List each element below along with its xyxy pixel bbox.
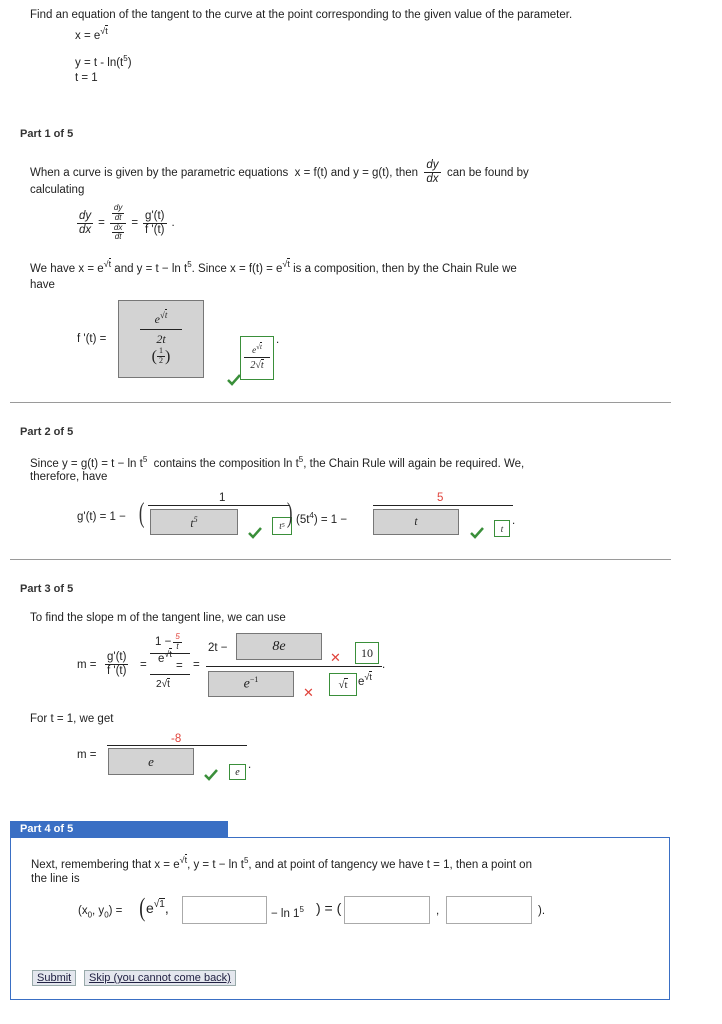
checkmark-icon <box>470 527 484 539</box>
part4-title: Part 4 of 5 <box>20 823 74 835</box>
part3-for-t: For t = 1, we get <box>30 713 114 725</box>
m-label: m = <box>77 659 97 671</box>
part3-entered-e: e <box>108 748 194 775</box>
submit-button[interactable]: Submit <box>32 970 76 986</box>
gprime-label: g'(t) = 1 − <box>77 511 126 523</box>
checkmark-icon <box>227 374 241 386</box>
part3-correct-10: 10 <box>355 642 379 664</box>
part3-top: 1 − $\frac{5}{t}$ <box>155 632 180 651</box>
part2-intro: Since $y = g(t) = t - \ln t^5$ contains the composition $\ln t^5$, the Chain Rule will again be required. We, <box>30 455 525 470</box>
part2-correct-t: t <box>494 520 510 537</box>
g-over-f: $\frac{g'(t)}{f '(t)}$ <box>107 651 127 677</box>
part2-title: Part 2 of 5 <box>20 426 74 438</box>
divider <box>10 402 671 403</box>
fprime-label: f '(t) = <box>77 333 107 345</box>
part3-mid: $e^{√t}$ <box>158 649 172 665</box>
part3-title: Part 3 of 5 <box>20 583 74 595</box>
incorrect-x-icon: ✕ <box>330 650 341 665</box>
part3-den: 2√t <box>156 679 170 690</box>
part3-2t-minus: 2t − <box>208 642 228 654</box>
part2-chain-term: $(5t^4) = 1$ − <box>296 511 348 526</box>
m2-label: m = <box>77 749 97 761</box>
minus-ln: − $\ln 1^5$ <box>271 905 304 920</box>
x0-input[interactable] <box>344 896 430 924</box>
part1-have-2: have <box>30 279 55 291</box>
part2-correct-t5: t 5 <box>272 517 292 535</box>
part3-correct-e: $e^{√t}$ <box>358 672 372 688</box>
equation-x: $x = e^{√t}$ <box>75 26 108 42</box>
part2-intro-2: therefore, have <box>30 471 108 483</box>
fprime-correct-answer: $e^{√t}$ 2√t <box>240 336 274 380</box>
part3-entered-e-inv: $e^{-1}$ <box>208 671 294 697</box>
part4-intro: Next, remembering that $x = e^{√t}$, $y = t - \ln t^5$, and at point of tangency we have t = 1, then a point on <box>31 854 532 871</box>
part1-title: Part 1 of 5 <box>20 128 74 140</box>
point-label: ($x_0$, $y_0$) = <box>78 905 123 920</box>
part3-intro: To find the slope m of the tangent line, we can use <box>30 612 286 624</box>
equation-t: t = 1 <box>75 72 98 84</box>
part2-numerator-1: 1 <box>219 492 226 504</box>
part3-correct-e: e <box>229 764 246 780</box>
part3-numerator-neg8: -8 <box>171 733 182 745</box>
close-paren: ). <box>538 905 546 917</box>
incorrect-x-icon: ✕ <box>303 685 314 700</box>
part4-intro-2: the line is <box>31 873 80 885</box>
checkmark-icon <box>204 769 218 781</box>
x0-exponent-input[interactable] <box>182 896 267 924</box>
part1-have: We have $x = e^{√t}$ and $y = t - \ln t^5$. Since $x = f(t) = e^{√t}$ is a composition, then by the Chain Rule we <box>30 258 517 275</box>
part3-entered-8e: 8e <box>236 633 322 660</box>
problem-prompt: Find an equation of the tangent to the curve at the point corresponding to the given value of the parameter. <box>30 9 573 21</box>
part3-correct-sqrt-t: √ t <box>329 673 357 696</box>
skip-button[interactable]: Skip (you cannot come back) <box>84 970 236 986</box>
equation-y: $y = t - \ln(t^5)$ <box>75 54 132 69</box>
checkmark-icon <box>248 527 262 539</box>
fprime-entered-answer: $e^{√t}$ 2t ( $\frac{1}{2}$ ) <box>118 300 204 378</box>
dydx-formula: $\frac{dy}{dx}$ = $\frac{\frac{dy}{dt}}{\frac{dx}{dt}}$ = $\frac{g'(t)}{f '(t)}$ . <box>79 203 175 242</box>
equals-open: ) = ( <box>316 900 342 916</box>
part2-entered-t: t <box>373 509 459 535</box>
y0-input[interactable] <box>446 896 532 924</box>
part1-intro: When a curve is given by the parametric equations x = f(t) and y = g(t), then $\frac{dy}{dx}$ can be found by <box>30 159 529 185</box>
part1-intro-2: calculating <box>30 184 85 196</box>
e-sqrt-1: $e^{√1}$, <box>146 899 169 916</box>
divider <box>10 559 671 560</box>
part2-entered-t5: $t^5$ <box>150 509 238 535</box>
part2-numerator-5: 5 <box>437 492 444 504</box>
